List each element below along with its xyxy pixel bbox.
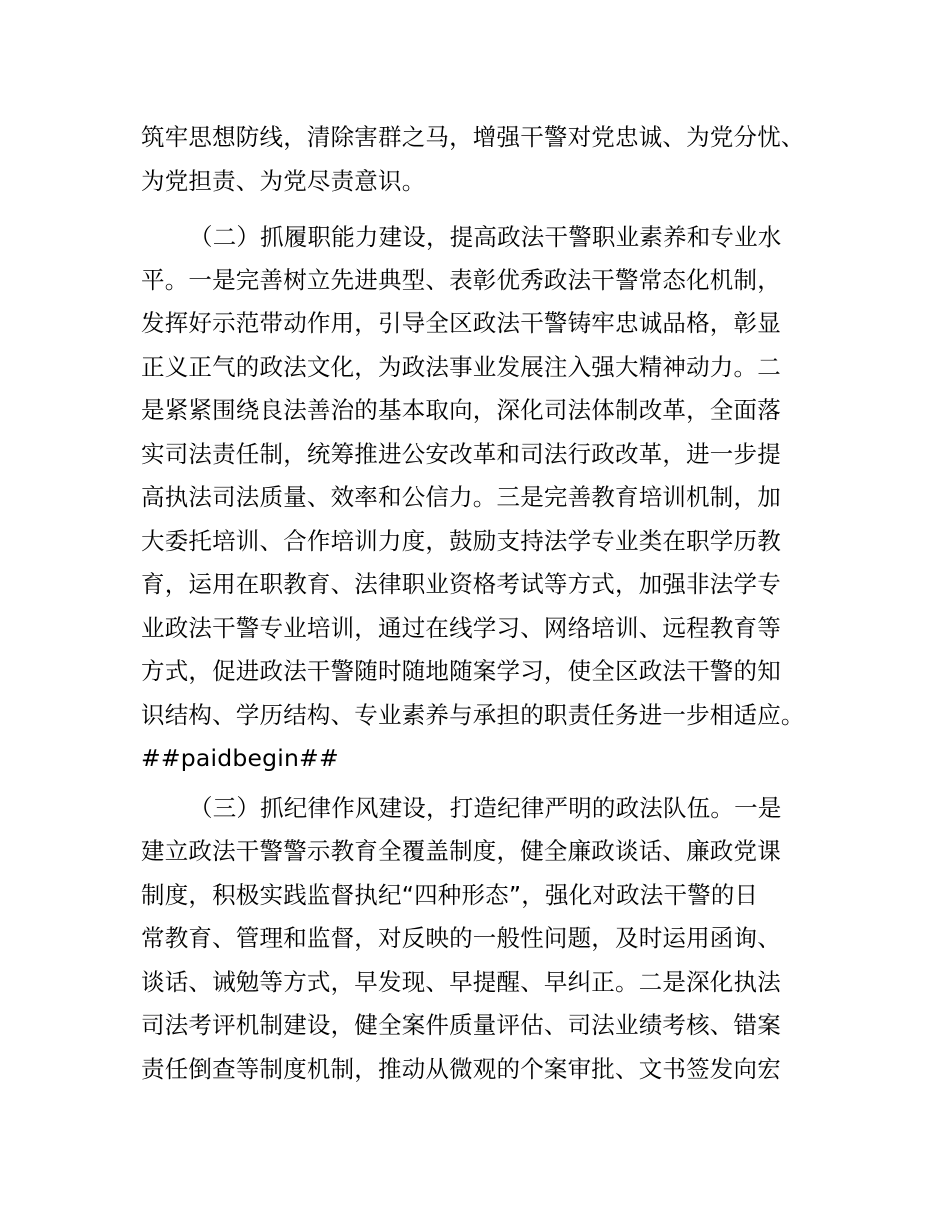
- text-line: 司法考评机制建设，健全案件质量评估、司法业绩考核、错案: [141, 1011, 781, 1039]
- paid-marker: ##paidbegin##: [141, 744, 339, 772]
- section-heading-line: （二）抓履职能力建设，提高政法干警职业素养和专业水: [189, 223, 782, 251]
- text-line: 育，运用在职教育、法律职业资格考试等方式，加强非法学专: [141, 570, 781, 598]
- text-line: 实司法责任制，统筹推进公安改革和司法行政改革，进一步提: [141, 440, 781, 468]
- text-line: 筑牢思想防线，清除害群之马，增强干警对党忠诚、为党分忧、: [141, 123, 805, 151]
- text-line: 常教育、管理和监督，对反映的一般性问题，及时运用函询、: [141, 924, 781, 952]
- section-heading-line: （三）抓纪律作风建设，打造纪律严明的政法队伍。一是: [189, 794, 782, 822]
- text-line: 建立政法干警警示教育全覆盖制度，健全廉政谈话、廉政党课: [141, 837, 781, 865]
- text-line: 高执法司法质量、效率和公信力。三是完善教育培训机制，加: [141, 483, 781, 511]
- text-line: 识结构、学历结构、专业素养与承担的职责任务进一步相适应。: [141, 701, 805, 729]
- text-line: 平。一是完善树立先进典型、表彰优秀政法干警常态化机制，: [141, 266, 781, 294]
- text-line: 谈话、诫勉等方式，早发现、早提醒、早纠正。二是深化执法: [141, 968, 781, 996]
- text-line: 是紧紧围绕良法善治的基本取向，深化司法体制改革，全面落: [141, 396, 781, 424]
- text-line: 制度，积极实践监督执纪“四种形态”，强化对政法干警的日: [141, 881, 759, 909]
- text-line: 责任倒查等制度机制，推动从微观的个案审批、文书签发向宏: [141, 1055, 781, 1083]
- text-line: 为党担责、为党尽责意识。: [141, 167, 426, 195]
- text-line: 正义正气的政法文化，为政法事业发展注入强大精神动力。二: [141, 353, 781, 381]
- text-line: 业政法干警专业培训，通过在线学习、网络培训、远程教育等: [141, 614, 781, 642]
- text-line: 大委托培训、合作培训力度，鼓励支持法学专业类在职学历教: [141, 527, 781, 555]
- text-line: 发挥好示范带动作用，引导全区政法干警铸牢忠诚品格，彰显: [141, 309, 781, 337]
- text-line: 方式，促进政法干警随时随地随案学习，使全区政法干警的知: [141, 657, 781, 685]
